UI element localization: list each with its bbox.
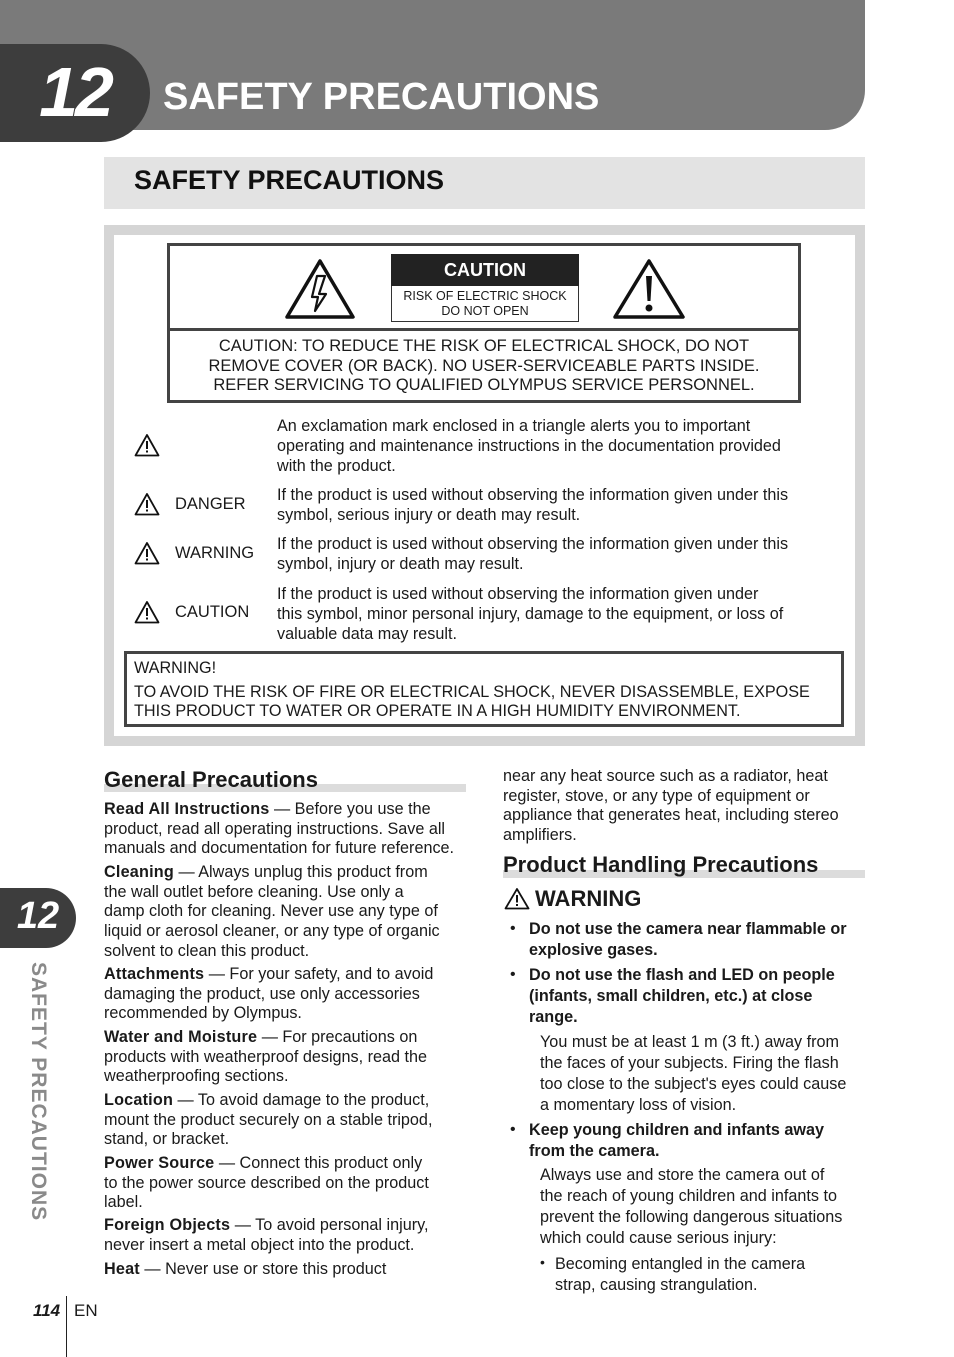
danger-label: DANGER: [175, 495, 246, 513]
warning-triangle-icon: [134, 492, 160, 516]
general-item-location: Location — To avoid damage to the product, mount the product securely on a stable tripod, stand, or bracket.: [104, 1091, 433, 1149]
page-language: EN: [74, 1301, 98, 1320]
general-precautions-heading: General Precautions: [104, 767, 318, 792]
bullet-dot: •: [510, 1121, 516, 1138]
lightning-triangle-icon: [284, 258, 356, 320]
handling-bullet-children: Keep young children and infants away from the camera.: [529, 1121, 825, 1160]
warning-triangle-icon: [134, 541, 160, 565]
general-item-cleaning: Cleaning — Always unplug this product from the wall outlet before cleaning. Use only a damp cloth for cleaning. Never use any type of liquid or aerosol cleaner, or any type of organic solvent to clean this product.: [104, 863, 440, 960]
handling-bullet-flash: Do not use the flash and LED on people (infants, small children, etc.) at close range.: [529, 966, 835, 1026]
general-item-water: Water and Moisture — For precautions on products with weatherproof designs, read the weatherproofing sections.: [104, 1028, 428, 1086]
general-item-power: Power Source — Connect this product only to the power source described on the product label.: [104, 1154, 429, 1212]
exclamation-triangle-icon: [612, 258, 686, 320]
caution-label-line: RISK OF ELECTRIC SHOCK: [403, 289, 567, 303]
children-detail: Always use and store the camera out of the reach of young children and infants to prevent the following dangerous situations which could cause serious injury:: [540, 1166, 843, 1247]
chapter-title: SAFETY PRECAUTIONS: [163, 76, 600, 118]
footer-divider: [66, 1296, 67, 1357]
caution-text-line: REFER SERVICING TO QUALIFIED OLYMPUS SERVICE PERSONNEL.: [213, 376, 755, 394]
caution-box-divider: [167, 328, 801, 331]
heat-continuation: near any heat source such as a radiator, heat register, stove, or any type of equipment or appliance that generates heat, including stereo amplifiers.: [503, 767, 839, 845]
warning-triangle-icon: [504, 887, 530, 910]
page-number: 114: [33, 1301, 61, 1320]
caution-label-head: CAUTION: [391, 254, 579, 286]
side-chapter-number: 12: [16, 895, 60, 937]
bullet-dot: •: [510, 920, 516, 937]
warning-box-title: WARNING!: [134, 659, 217, 677]
general-item-foreign: Foreign Objects — To avoid personal injury, never insert a metal object into the product.: [104, 1216, 429, 1254]
warning-box-line: TO AVOID THE RISK OF FIRE OR ELECTRICAL SHOCK, NEVER DISASSEMBLE, EXPOSE: [134, 683, 810, 701]
warning-box-line: THIS PRODUCT TO WATER OR OPERATE IN A HIGH HUMIDITY ENVIRONMENT.: [134, 702, 741, 720]
bullet-dot: •: [510, 966, 516, 983]
caution-label-line: DO NOT OPEN: [441, 304, 529, 318]
warning-heading: WARNING: [535, 886, 642, 911]
section-title: SAFETY PRECAUTIONS: [134, 165, 445, 195]
symbol-description-exclamation: An exclamation mark enclosed in a triangle alerts you to important operating and maintenance instructions in the documentation provided with the product.: [277, 417, 781, 475]
warning-label: WARNING: [175, 544, 255, 562]
caution-label: CAUTION: [175, 603, 250, 621]
warning-triangle-icon: [134, 433, 160, 457]
caution-text-line: REMOVE COVER (OR BACK). NO USER-SERVICEABLE PARTS INSIDE.: [208, 357, 760, 375]
symbol-description-warning: If the product is used without observing the information given under this symbol, injury or death may result.: [277, 535, 789, 573]
general-item-attachments: Attachments — For your safety, and to avoid damaging the product, use only accessories recommended by Olympus.: [104, 965, 434, 1023]
side-chapter-label: SAFETY PRECAUTIONS: [27, 962, 50, 1222]
general-item-read-all: Read All Instructions — Before you use the product, read all operating instructions. Save all manuals and documentation for future reference.: [104, 800, 455, 858]
symbol-description-danger: If the product is used without observing the information given under this symbol, serious injury or death may result.: [277, 486, 789, 524]
handling-bullet-flammable: Do not use the camera near flammable or explosive gases.: [529, 920, 847, 959]
handling-precautions-heading: Product Handling Precautions: [503, 852, 819, 877]
flash-detail: You must be at least 1 m (3 ft.) away from the faces of your subjects. Firing the flash too close to the subject's eyes could cause a momentary loss of vision.: [540, 1033, 847, 1114]
strangulation-sub-bullet: Becoming entangled in the camera strap, causing strangulation.: [555, 1255, 806, 1294]
caution-text-line: CAUTION: TO REDUCE THE RISK OF ELECTRICAL SHOCK, DO NOT: [218, 337, 750, 355]
symbol-description-caution: If the product is used without observing the information given under this symbol, minor personal injury, damage to the equipment, or loss of valuable data may result.: [277, 585, 784, 643]
warning-triangle-icon: [134, 600, 160, 624]
general-item-heat: Heat — Never use or store this product: [104, 1260, 387, 1278]
chapter-number: 12: [39, 53, 111, 131]
sub-bullet-dot: •: [540, 1254, 545, 1270]
